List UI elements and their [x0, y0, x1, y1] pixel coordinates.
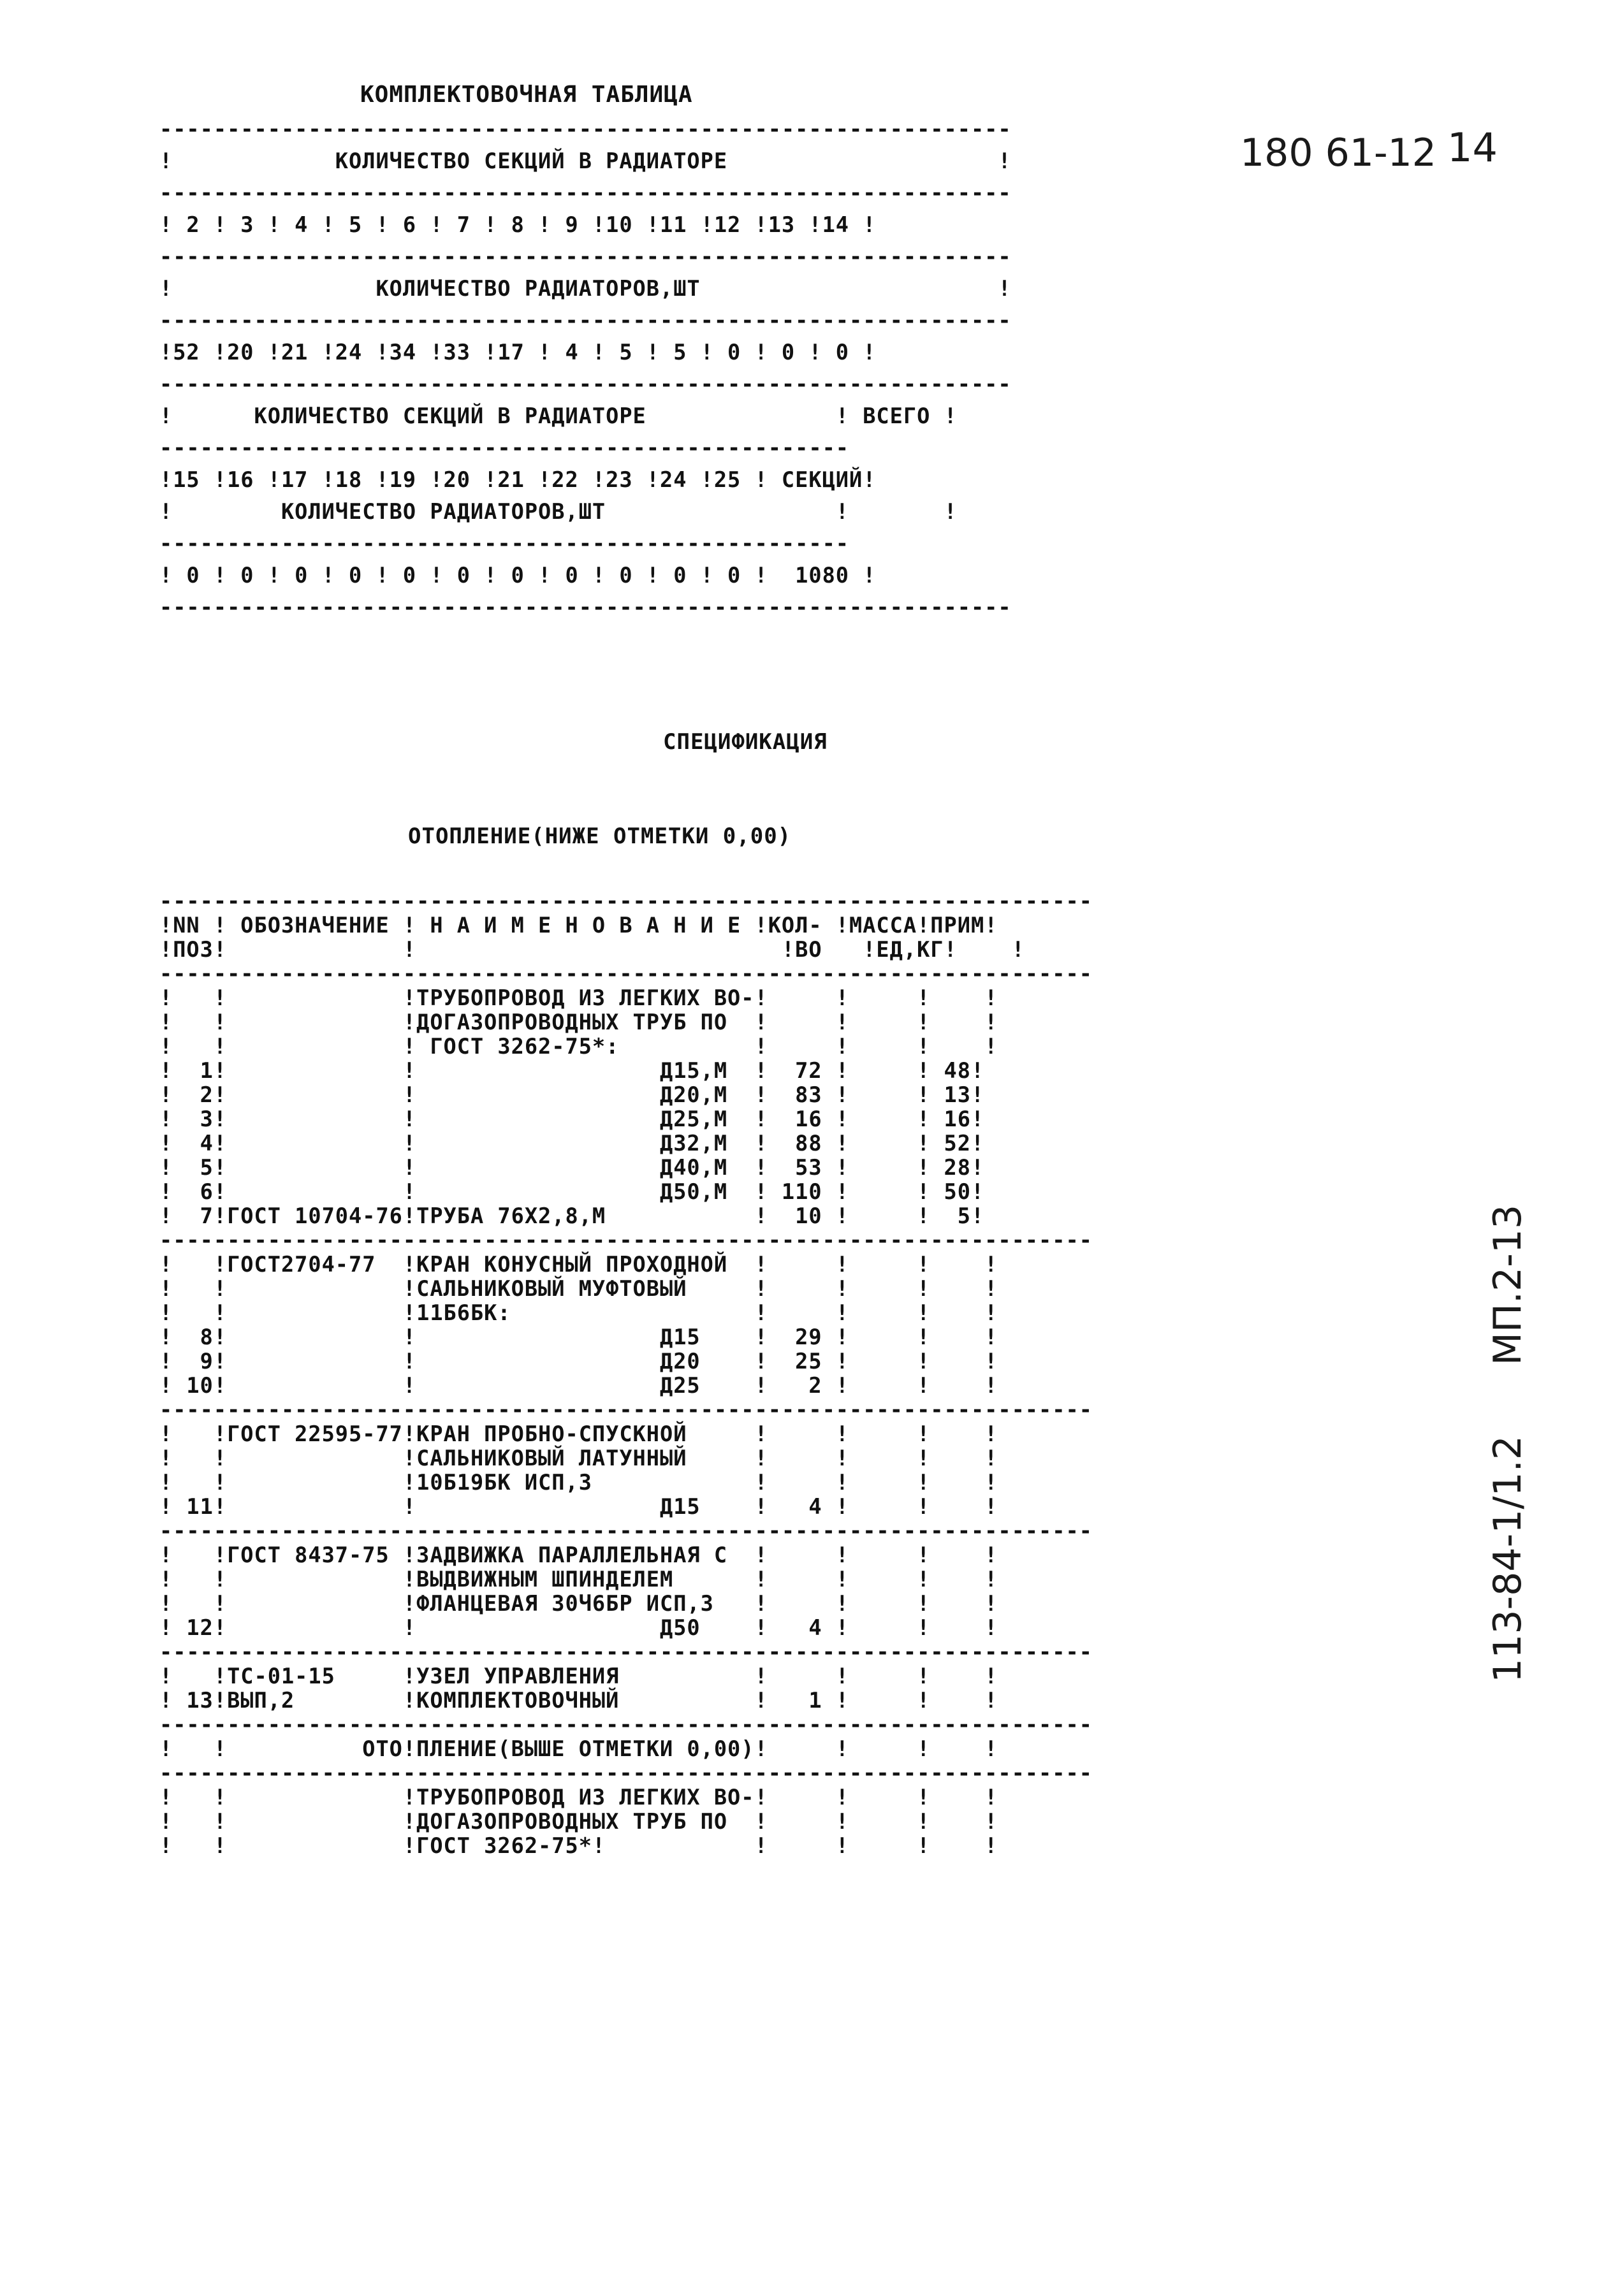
side-code-left: 113-84-1/1.2 [1485, 1435, 1530, 1683]
table-line: !15 !16 !17 !18 !19 !20 !21 !22 !23 !24 !25 ! СЕКЦИЙ! [159, 467, 877, 492]
table-line: ! КОЛИЧЕСТВО СЕКЦИЙ В РАДИАТОРЕ ! [159, 149, 1012, 173]
table-line: --------------------------------------------------------------------- [159, 1761, 1093, 1785]
table-line: ! 9! ! Д20 ! 25 ! ! ! [159, 1349, 998, 1374]
table-line: ! 2 ! 3 ! 4 ! 5 ! 6 ! 7 ! 8 ! 9 !10 !11 !12 !13 !14 ! [159, 212, 877, 237]
table-line: ! 8! ! Д15 ! 29 ! ! ! [159, 1325, 998, 1349]
table-line: --------------------------------------------------------------------- [159, 1518, 1093, 1543]
table-line: ! ! !ФЛАНЦЕВАЯ 30Ч6БР ИСП,3 ! ! ! ! [159, 1591, 998, 1616]
table-line: ! 3! ! Д25,М ! 16 ! ! 16! [159, 1107, 985, 1131]
complect-table-title: КОМПЛЕКТОВОЧНАЯ ТАБЛИЦА [360, 82, 693, 108]
table-line: --------------------------------------------------------------------- [159, 889, 1093, 913]
spec-subtitle: ОТОПЛЕНИЕ(НИЖЕ ОТМЕТКИ 0,00) [408, 824, 792, 849]
table-line: ! 5! ! Д40,М ! 53 ! ! 28! [159, 1155, 985, 1180]
table-line: ! 11! ! Д15 ! 4 ! ! ! [159, 1494, 998, 1519]
table-line: ! 4! ! Д32,М ! 88 ! ! 52! [159, 1131, 985, 1156]
table-line: ! ! !ДОГАЗОПРОВОДНЫХ ТРУБ ПО ! ! ! ! [159, 1010, 998, 1035]
table-line: ! 6! ! Д50,М ! 110 ! ! 50! [159, 1179, 985, 1204]
table-line: ! 2! ! Д20,М ! 83 ! ! 13! [159, 1082, 985, 1107]
table-line: ! 0 ! 0 ! 0 ! 0 ! 0 ! 0 ! 0 ! 0 ! 0 ! 0 ! 0 ! 1080 ! [159, 563, 877, 588]
page-number: 14 [1447, 124, 1498, 171]
table-line: ! 7!ГОСТ 10704-76!ТРУБА 76Х2,8,М ! 10 ! ! 5! [159, 1203, 985, 1228]
table-line: ! 10! ! Д25 ! 2 ! ! ! [159, 1373, 998, 1398]
table-line: ! ! !САЛЬНИКОВЫЙ ЛАТУННЫЙ ! ! ! ! [159, 1446, 998, 1471]
table-line: ! !ТС-01-15 !УЗЕЛ УПРАВЛЕНИЯ ! ! ! ! [159, 1664, 998, 1689]
table-line: ! !ГОСТ2704-77 !КРАН КОНУСНЫЙ ПРОХОДНОЙ ! ! ! ! [159, 1252, 998, 1277]
table-line: --------------------------------------------------------------------- [159, 1228, 1093, 1253]
table-line: ! ! ОТО!ПЛЕНИЕ(ВЫШЕ ОТМЕТКИ 0,00)! ! ! ! [159, 1736, 998, 1761]
table-line: !52 !20 !21 !24 !34 !33 !17 ! 4 ! 5 ! 5 ! 0 ! 0 ! 0 ! [159, 340, 877, 365]
complect-table [159, 113, 1012, 623]
table-line: ! !ГОСТ 22595-77!КРАН ПРОБНО-СПУСКНОЙ ! ! ! ! [159, 1421, 998, 1446]
table-line: ! 1! ! Д15,М ! 72 ! ! 48! [159, 1058, 985, 1083]
table-line: ! ! !ВЫДВИЖНЫМ ШПИНДЕЛЕМ ! ! ! ! [159, 1567, 998, 1592]
doc-code-stamp: 180 61-12 [1240, 131, 1436, 175]
table-line: --------------------------------------------------------------- [159, 595, 1012, 620]
table-line: --------------------------------------------------------------- [159, 372, 1012, 396]
table-line: --------------------------------------------------------------- [159, 308, 1012, 333]
table-line: ! КОЛИЧЕСТВО СЕКЦИЙ В РАДИАТОРЕ ! ВСЕГО ! [159, 403, 958, 428]
table-line: ! ! ! ГОСТ 3262-75*: ! ! ! ! [159, 1034, 998, 1059]
table-line: --------------------------------------------------------------- [159, 117, 1012, 142]
table-line: --------------------------------------------------- [159, 435, 850, 460]
side-code-right: МП.2-13 [1485, 1204, 1530, 1366]
table-line: --------------------------------------------------- [159, 531, 850, 556]
table-line: !ПОЗ! ! !ВО !ЕД,КГ! ! [159, 937, 1025, 962]
table-line: --------------------------------------------------------------- [159, 244, 1012, 269]
table-line: ! 12! ! Д50 ! 4 ! ! ! [159, 1615, 998, 1640]
table-line: ! ! !САЛЬНИКОВЫЙ МУФТОВЫЙ ! ! ! ! [159, 1276, 998, 1301]
table-line: ! КОЛИЧЕСТВО РАДИАТОРОВ,ШТ ! [159, 276, 1012, 301]
table-line: ! ! !11Б6БК: ! ! ! ! [159, 1300, 998, 1325]
table-line: ! !ГОСТ 8437-75 !ЗАДВИЖКА ПАРАЛЛЕЛЬНАЯ С ! ! ! ! [159, 1543, 998, 1567]
spec-title: СПЕЦИФИКАЦИЯ [663, 729, 828, 755]
table-line: --------------------------------------------------------------------- [159, 1712, 1093, 1737]
table-line: ! ! !ГОСТ 3262-75*! ! ! ! ! [159, 1833, 998, 1858]
table-line: --------------------------------------------------------------------- [159, 1639, 1093, 1664]
table-line: ! ! !10Б19БК ИСП,3 ! ! ! ! [159, 1470, 998, 1495]
table-line: --------------------------------------------------------------- [159, 180, 1012, 205]
table-line: ! ! !ДОГАЗОПРОВОДНЫХ ТРУБ ПО ! ! ! ! [159, 1809, 998, 1834]
table-line: --------------------------------------------------------------------- [159, 961, 1093, 986]
table-line: ! ! !ТРУБОПРОВОД ИЗ ЛЕГКИХ ВО-! ! ! ! [159, 985, 998, 1010]
table-line: --------------------------------------------------------------------- [159, 1397, 1093, 1422]
table-line: ! 13!ВЫП,2 !КОМПЛЕКТОВОЧНЫЙ ! 1 ! ! ! [159, 1688, 998, 1713]
table-line: ! ! !ТРУБОПРОВОД ИЗ ЛЕГКИХ ВО-! ! ! ! [159, 1785, 998, 1810]
spec-table [159, 889, 1093, 1858]
table-line: ! КОЛИЧЕСТВО РАДИАТОРОВ,ШТ ! ! [159, 499, 958, 524]
table-line: !NN ! ОБОЗНАЧЕНИЕ ! Н А И М Е Н О В А Н И Е !КОЛ- !МАССА!ПРИМ! [159, 913, 998, 938]
side-doc-code [1485, 1205, 1530, 1683]
